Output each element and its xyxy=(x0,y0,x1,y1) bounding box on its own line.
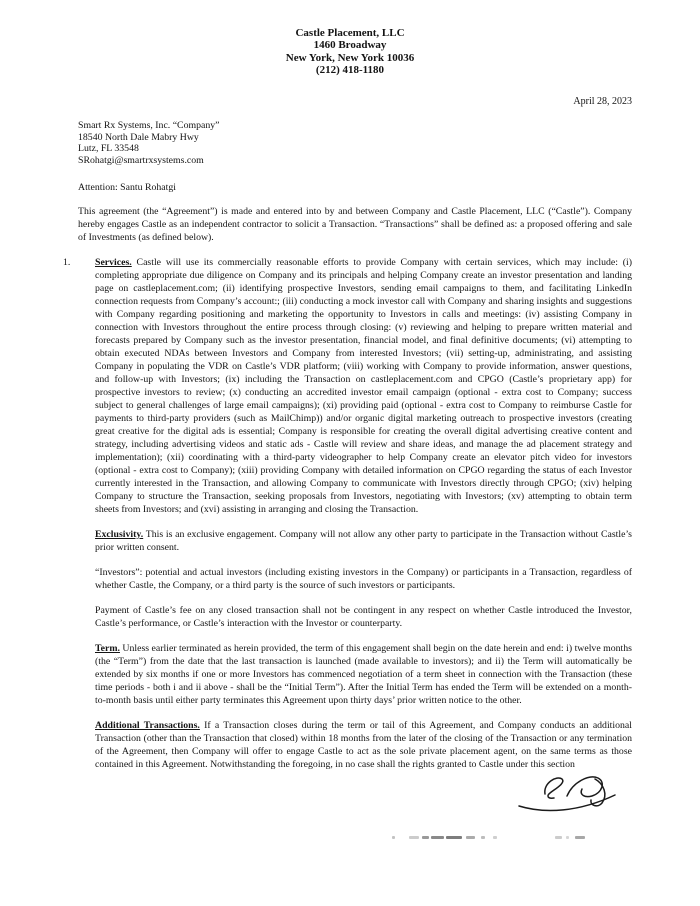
payment-body: Payment of Castle’s fee on any closed transaction shall not be contingent in any respect on whether Castle introduced the Investor, Castle’s performance, or Castle’s interaction with the Investor or counterparty. xyxy=(95,605,632,629)
term-heading: Term. xyxy=(95,643,120,654)
recipient-email: SRohatgi@smartrxsystems.com xyxy=(78,154,204,166)
item-number: 1. xyxy=(63,257,71,268)
date-line: April 28, 2023 xyxy=(573,96,632,107)
item-body xyxy=(95,256,632,771)
paragraph-exclusivity xyxy=(95,528,632,554)
numbered-item-1 xyxy=(63,256,632,771)
paragraph-services xyxy=(95,256,632,516)
letterhead-street: 1460 Broadway xyxy=(313,39,387,52)
recipient-address xyxy=(78,120,220,166)
signature-initials-icon xyxy=(515,770,620,815)
letterhead-city: New York, New York 10036 xyxy=(285,51,415,64)
letterhead-company: Castle Placement, LLC xyxy=(295,27,405,39)
investors-body: “Investors”: potential and actual investors (including existing investors in the Company) or participants in a Transaction, regardless of whether Castle, the Company, or a third party is the source of such investors or participants. xyxy=(95,567,632,591)
paragraph-term xyxy=(95,642,632,707)
services-body: Castle will use its commercially reasonable efforts to provide Company with certain services, which may include: (i) completing appropriate due diligence on Company and its principals and helping Company create an investor presentation and landing page on castleplacement.com; (ii) identifying prospective Investors, sending email campaigns to them, and facilitating LinkedIn connection requests from Company’s account:; (iii) conducting a mock investor call with Company and sharing insights and suggestions with Company regarding positioning and marketing the opportunity to Investors in calls and meetings: (iv) assisting Company in connection with Investors throughout the entire process through closing: (v) reviewing and helping to prepare written material and forecasts prepared by Company such as the investor presentation, financial model, and final definitive documents; (vi) attempting to obtain executed NDAs between Investors and Company from interested Investors; (vii) setting-up, administrating, and assisting Company in populating the VDR on Castle’s VDR platform; (viii) working with Company to provide information, answer questions, and follow-up with Investors; (ix) including the Transaction on castleplacement.com and CPGO (Castle’s proprietary app) for prospective investors to review; (x) conducting an accredited investor email campaign (optional - extra cost to Company; success subject to general challenges of large email campaigns); (xi) providing paid (optional - extra cost to Company to reimburse Castle for payments to third-party providers (such as MailChimp)) and/or organic digital marketing outreach to prospective investors (creating great creative for the digital ads is essential; Company is responsible for creating the overall digital advertising creative content and strategy, including advertising videos and static ads - Castle will review and share ideas, and manage the ad placement strategy and implementation); (xii) coordinating with a third-party videographer to help Company create an elevator pitch video for investors (optional - extra cost to Company); (xiii) providing Company with detailed information on CPGO regarding the status of each Investor currently interested in the Transaction, and allowing Company to communicate with Investors directly through CPGO; (xiv) helping Company to structure the Transaction, seeking proposals from Investors, negotiating with Investors; (xv) attempting to obtain term sheets from Investors; and (xvi) assisting in arranging and closing the Transaction. xyxy=(95,257,632,515)
letterhead xyxy=(0,27,700,77)
term-body: Unless earlier terminated as herein provided, the term of this engagement shall begin on the date herein and end: i) twelve months (the “Term”) from the date that the last transaction is launched (made available to investors); and ii) the Term will automatically be extended by six months if one or more Investors has commenced negotiation of a term sheet in connection with the Transaction (these time periods - both i and ii above - shall be the “Initial Term”). After the Initial Term has ended the Term will be extended on a month-to-month basis until either party terminates this Agreement upon thirty days’ prior written notice to the other. xyxy=(95,643,632,706)
recipient-company: Smart Rx Systems, Inc. “Company” xyxy=(78,120,220,131)
recipient-street: 18540 North Dale Mabry Hwy xyxy=(78,131,199,143)
attention-line: Attention: Santu Rohatgi xyxy=(78,182,176,193)
exclusivity-body: This is an exclusive engagement. Company will not allow any other party to participate in the Transaction without Castle’s prior written consent. xyxy=(95,529,632,553)
paragraph-investors-definition xyxy=(95,566,632,592)
paragraph-payment xyxy=(95,604,632,630)
intro-paragraph: This agreement (the “Agreement”) is made and entered into by and between Company and Castle Placement, LLC (“Castle”). Company hereby engages Castle as an independent contractor to solicit a Transaction. “Transactions” shall be defined as: a proposed offering and sale of Investments (as defined below). xyxy=(78,206,632,243)
services-heading: Services. xyxy=(95,257,132,268)
footer-smudge xyxy=(392,835,585,839)
paragraph-additional-transactions xyxy=(95,719,632,771)
additional-transactions-body: If a Transaction closes during the term or tail of this Agreement, and Company conducts an additional Transaction (other than the Transaction that closed) within 18 months from the later of the closing of the Transaction or any termination of the Agreement, then Company will offer to engage Castle to act as the sole private placement agent, on the same terms as those contained in this Agreement. Notwithstanding the foregoing, in no case shall the rights granted to Castle under this section xyxy=(95,720,632,770)
additional-transactions-heading: Additional Transactions. xyxy=(95,720,200,731)
letterhead-phone: (212) 418-1180 xyxy=(315,64,385,77)
recipient-city: Lutz, FL 33548 xyxy=(78,143,139,155)
exclusivity-heading: Exclusivity. xyxy=(95,529,144,540)
